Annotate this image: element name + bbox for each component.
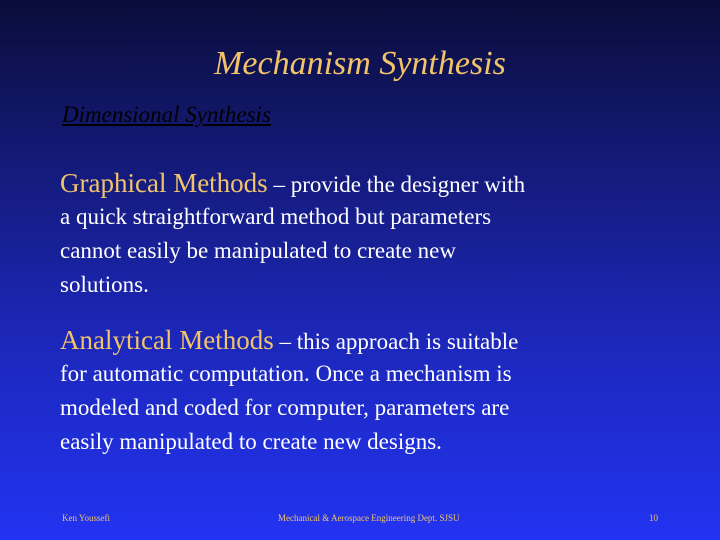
graphical-methods-paragraph <box>60 166 680 302</box>
paragraph-line: solutions. <box>60 272 149 297</box>
paragraph-lead-line <box>60 323 680 357</box>
paragraph-lead-term: Analytical Methods <box>60 325 274 355</box>
paragraph-lead-rest: – provide the designer with <box>267 172 526 197</box>
footer-author: Ken Youssefi <box>62 513 111 523</box>
paragraph-lead-line <box>60 166 680 200</box>
paragraph-line: a quick straightforward method but parameters <box>60 204 492 229</box>
slide-subtitle: Dimensional Synthesis <box>62 102 271 127</box>
paragraph-line: easily manipulated to create new designs. <box>60 429 442 454</box>
paragraph-lead-term: Graphical Methods <box>60 168 268 198</box>
paragraph-line: modeled and coded for computer, parameters are <box>60 395 510 420</box>
footer-page-number: 10 <box>649 513 658 523</box>
analytical-methods-paragraph <box>60 323 680 459</box>
paragraph-line: cannot easily be manipulated to create new <box>60 238 456 263</box>
paragraph-line: for automatic computation. Once a mechanism is <box>60 361 512 386</box>
paragraph-lead-rest: – this approach is suitable <box>273 329 519 354</box>
slide-title: Mechanism Synthesis <box>214 45 506 82</box>
footer-department: Mechanical & Aerospace Engineering Dept. SJSU <box>278 513 460 523</box>
